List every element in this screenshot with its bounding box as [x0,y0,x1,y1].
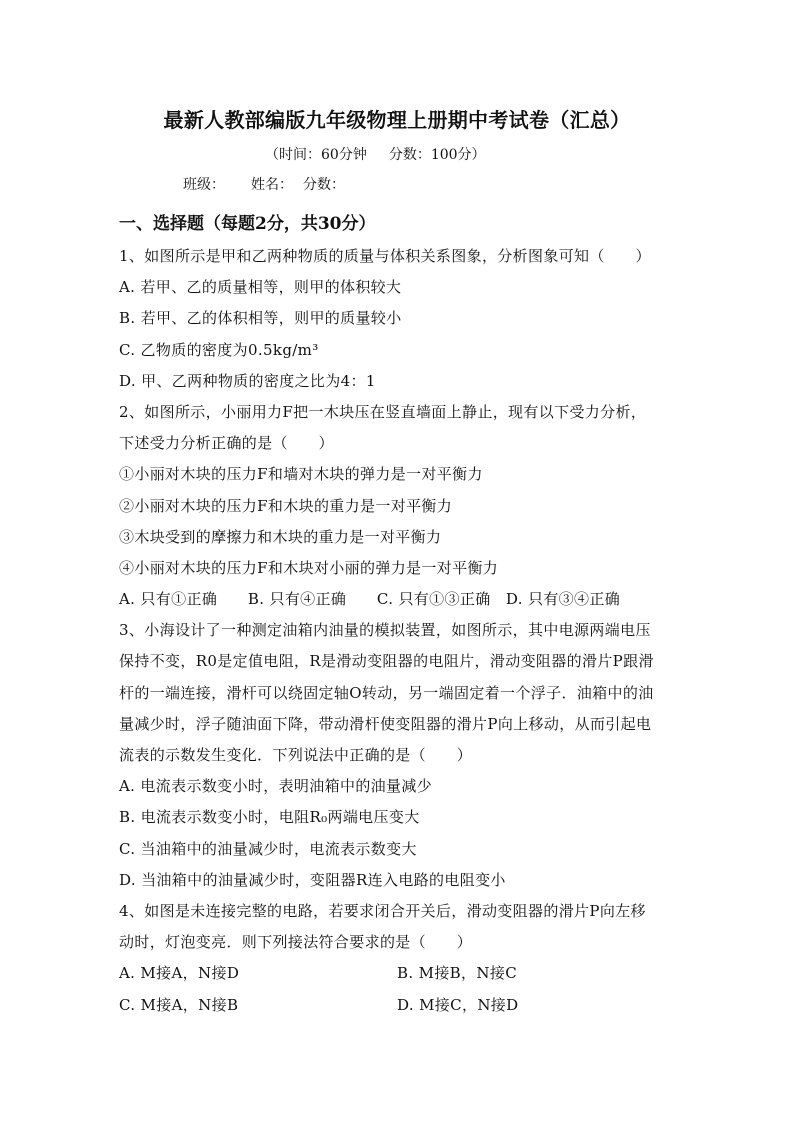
option-line: C. 乙物质的密度为0.5kg/m³ [119,340,319,359]
option-a: A. M接A，N接D [119,964,240,983]
questions [119,241,689,1021]
question-line: 杆的一端连接，滑杆可以绕固定轴O转动，另一端固定着一个浮子．油箱中的油 [119,683,654,702]
option-line: C. 当油箱中的油量减少时，电流表示数变大 [119,839,417,858]
option-d: D. M接C，N接D [397,995,519,1014]
option-row [119,990,689,1021]
option-line: D. 当油箱中的油量减少时，变阻器R连入电路的电阻变小 [119,870,506,889]
question-line: 2、如图所示，小丽用力F把一木块压在竖直墙面上静止，现有以下受力分析， [119,402,647,421]
exam-time: （时间：60分钟 [265,147,367,163]
statement-line: ②小丽对木块的压力F和木块的重力是一对平衡力 [119,496,453,515]
section-heading: 一、选择题（每题2分，共30分） [119,214,376,234]
option-line: A. 只有①正确 B. 只有④正确 C. 只有①③正确 D. 只有③④正确 [119,590,621,609]
option-line: D. 甲、乙两种物质的密度之比为4：1 [119,371,376,390]
option-line: B. 电流表示数变小时，电阻R₀两端电压变大 [119,808,420,827]
question-line: 量减少时，浮子随油面下降，带动滑杆使变阻器的滑片P向上移动，从而引起电 [119,714,652,733]
statement-line: ①小丽对木块的压力F和墙对木块的弹力是一对平衡力 [119,465,483,484]
statement-line: ④小丽对木块的压力F和木块对小丽的弹力是一对平衡力 [119,558,499,577]
name-label: 姓名： [251,177,293,193]
option-line: A. 电流表示数变小时，表明油箱中的油量减少 [119,777,433,796]
option-line: A. 若甲、乙的质量相等，则甲的体积较大 [119,278,402,297]
question-line: 流表的示数发生变化．下列说法中正确的是（ ） [119,746,473,764]
option-b: B. M接B，N接C [397,964,518,983]
student-info [183,174,371,194]
question-line: 3、小海设计了一种测定油箱内油量的模拟装置，如图所示，其中电源两端电压 [119,621,651,640]
class-label: 班级： [183,177,225,193]
question-line: 下述受力分析正确的是（ ） [119,434,334,453]
statement-line: ③木块受到的摩擦力和木块的重力是一对平衡力 [119,527,442,546]
exam-total-score: 分数：100分） [388,147,486,163]
exam-meta [265,144,508,164]
option-line: B. 若甲、乙的体积相等，则甲的质量较小 [119,309,402,328]
question-line: 保持不变，R0是定值电阻，R是滑动变阻器的电阻片，滑动变阻器的滑片P跟滑 [119,652,654,671]
option-row [119,958,689,989]
question-line: 4、如图是未连接完整的电路，若要求闭合开关后，滑动变阻器的滑片P向左移 [119,901,646,920]
page-title: 最新人教部编版九年级物理上册期中考试卷（汇总） [163,108,631,132]
option-c: C. M接A，N接B [119,995,239,1014]
question-line: 动时，灯泡变亮．则下列接法符合要求的是（ ） [119,933,473,952]
question-line: 1、如图所示是甲和乙两种物质的质量与体积关系图象，分析图象可知（ ） [119,247,651,265]
score-label: 分数： [303,177,345,193]
